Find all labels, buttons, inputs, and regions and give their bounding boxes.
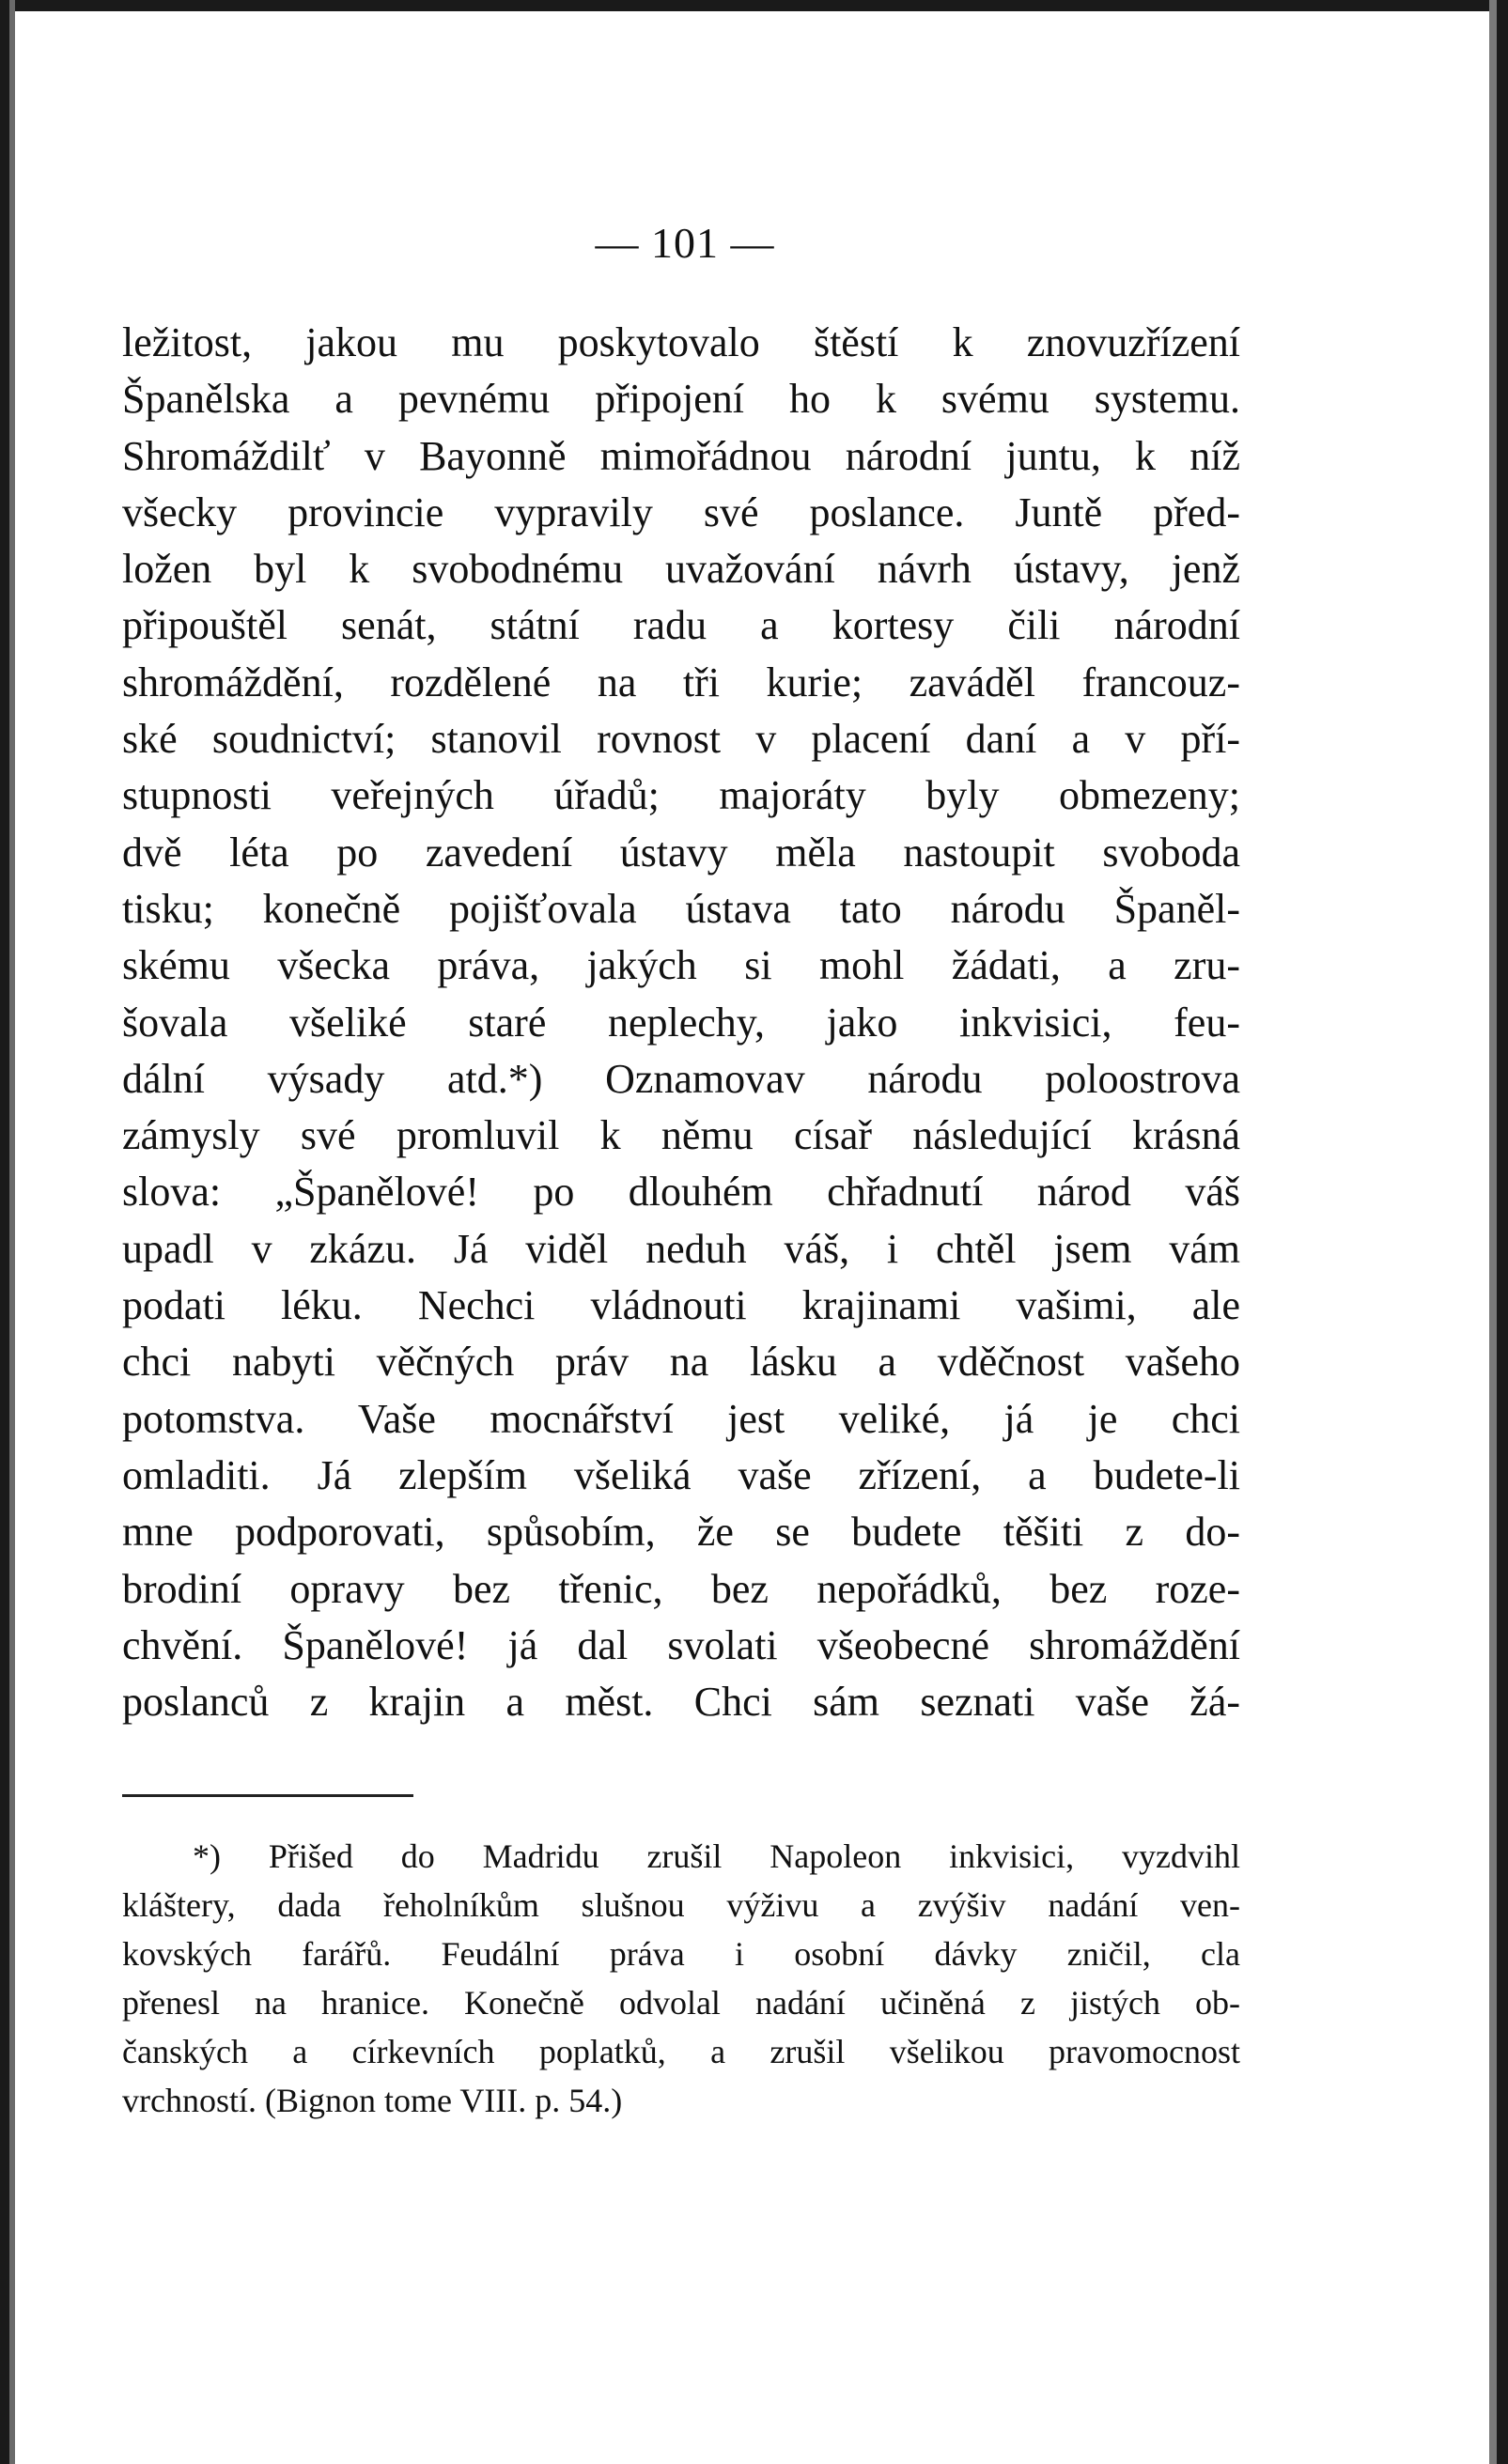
scan-edge-right-shadow bbox=[1489, 0, 1497, 2464]
body-line: shromáždění, rozdělené na tři kurie; zaváděl francouz- bbox=[122, 659, 1240, 705]
body-text bbox=[122, 315, 1240, 1730]
body-line: dální výsady atd.*) Oznamovav národu poloostrova bbox=[122, 1055, 1240, 1102]
body-line: stupnosti veřejných úřadů; majoráty byly obmezeny; bbox=[122, 772, 1240, 819]
body-line: ské soudnictví; stanovil rovnost v placení daní a v pří- bbox=[122, 716, 1240, 763]
body-line: chci nabyti věčných práv na lásku a vděčnost vašeho bbox=[122, 1339, 1240, 1386]
body-line: brodiní opravy bez třenic, bez nepořádků, bez roze- bbox=[122, 1565, 1240, 1612]
scan-edge-left bbox=[0, 0, 9, 2464]
body-line: Španělska a pevnému připojení ho k svému systemu. bbox=[122, 376, 1240, 423]
body-line: šovala všeliké staré neplechy, jako inkvisici, feu- bbox=[122, 999, 1240, 1046]
scan-edge-right bbox=[1497, 0, 1508, 2464]
footnote-line: kovských farářů. Feudální práva i osobní dávky zničil, cla bbox=[122, 1935, 1240, 1973]
body-line: připouštěl senát, státní radu a kortesy čili národní bbox=[122, 602, 1240, 649]
body-line: všecky provincie vypravily své poslance. Juntě před- bbox=[122, 488, 1240, 535]
body-line: poslanců z krajin a měst. Chci sám seznati vaše žá- bbox=[122, 1679, 1240, 1726]
body-line: zámysly své promluvil k němu císař následující krásná bbox=[122, 1112, 1240, 1159]
scan-edge-left-shadow bbox=[9, 0, 15, 2464]
footnote-line: přenesl na hranice. Konečně odvolal nadání učiněná z jistých ob- bbox=[122, 1984, 1240, 2022]
body-line: skému všecka práva, jakých si mohl žádati, a zru- bbox=[122, 942, 1240, 989]
footnote-line: vrchností. (Bignon tome VIII. p. 54.) bbox=[122, 2082, 623, 2119]
body-line: slova: „Španělové! po dlouhém chřadnutí národ váš bbox=[122, 1169, 1240, 1216]
body-line: ležitost, jakou mu poskytovalo štěstí k znovuzřízení bbox=[122, 319, 1240, 365]
footnote-separator bbox=[122, 1794, 413, 1797]
footnote-line: čanských a církevních poplatků, a zrušil všelikou pravomocnost bbox=[122, 2033, 1240, 2070]
body-line: upadl v zkázu. Já viděl neduh váš, i chtěl jsem vám bbox=[122, 1225, 1240, 1272]
body-line: podati léku. Nechci vládnouti krajinami vašimi, ale bbox=[122, 1282, 1240, 1329]
body-line: tisku; konečně pojišťovala ústava tato národu Španěl- bbox=[122, 885, 1240, 932]
body-line: mne podporovati, spůsobím, že se budete těšiti z do- bbox=[122, 1509, 1240, 1556]
footnote-line: *) Přišed do Madridu zrušil Napoleon inkvisici, vyzdvihl bbox=[193, 1837, 1240, 1875]
body-line: potomstva. Vaše mocnářství jest veliké, já je chci bbox=[122, 1395, 1240, 1442]
body-line: dvě léta po zavedení ústavy měla nastoupit svoboda bbox=[122, 829, 1240, 876]
footnote-line: kláštery, dada řeholníkům slušnou výživu a zvýšiv nadání ven- bbox=[122, 1886, 1240, 1924]
body-line: chvění. Španělové! já dal svolati všeobecné shromáždění bbox=[122, 1621, 1240, 1668]
body-line: ložen byl k svobodnému uvažování návrh ústavy, jenž bbox=[122, 546, 1240, 593]
scan-edge-top bbox=[0, 0, 1508, 11]
page-number: — 101 — bbox=[595, 219, 775, 267]
footnote-block bbox=[122, 1832, 1240, 2125]
body-line: omladiti. Já zlepším všeliká vaše zřízení, a budete-li bbox=[122, 1451, 1240, 1498]
body-line: Shromáždilť v Bayonně mimořádnou národní juntu, k níž bbox=[122, 432, 1240, 479]
